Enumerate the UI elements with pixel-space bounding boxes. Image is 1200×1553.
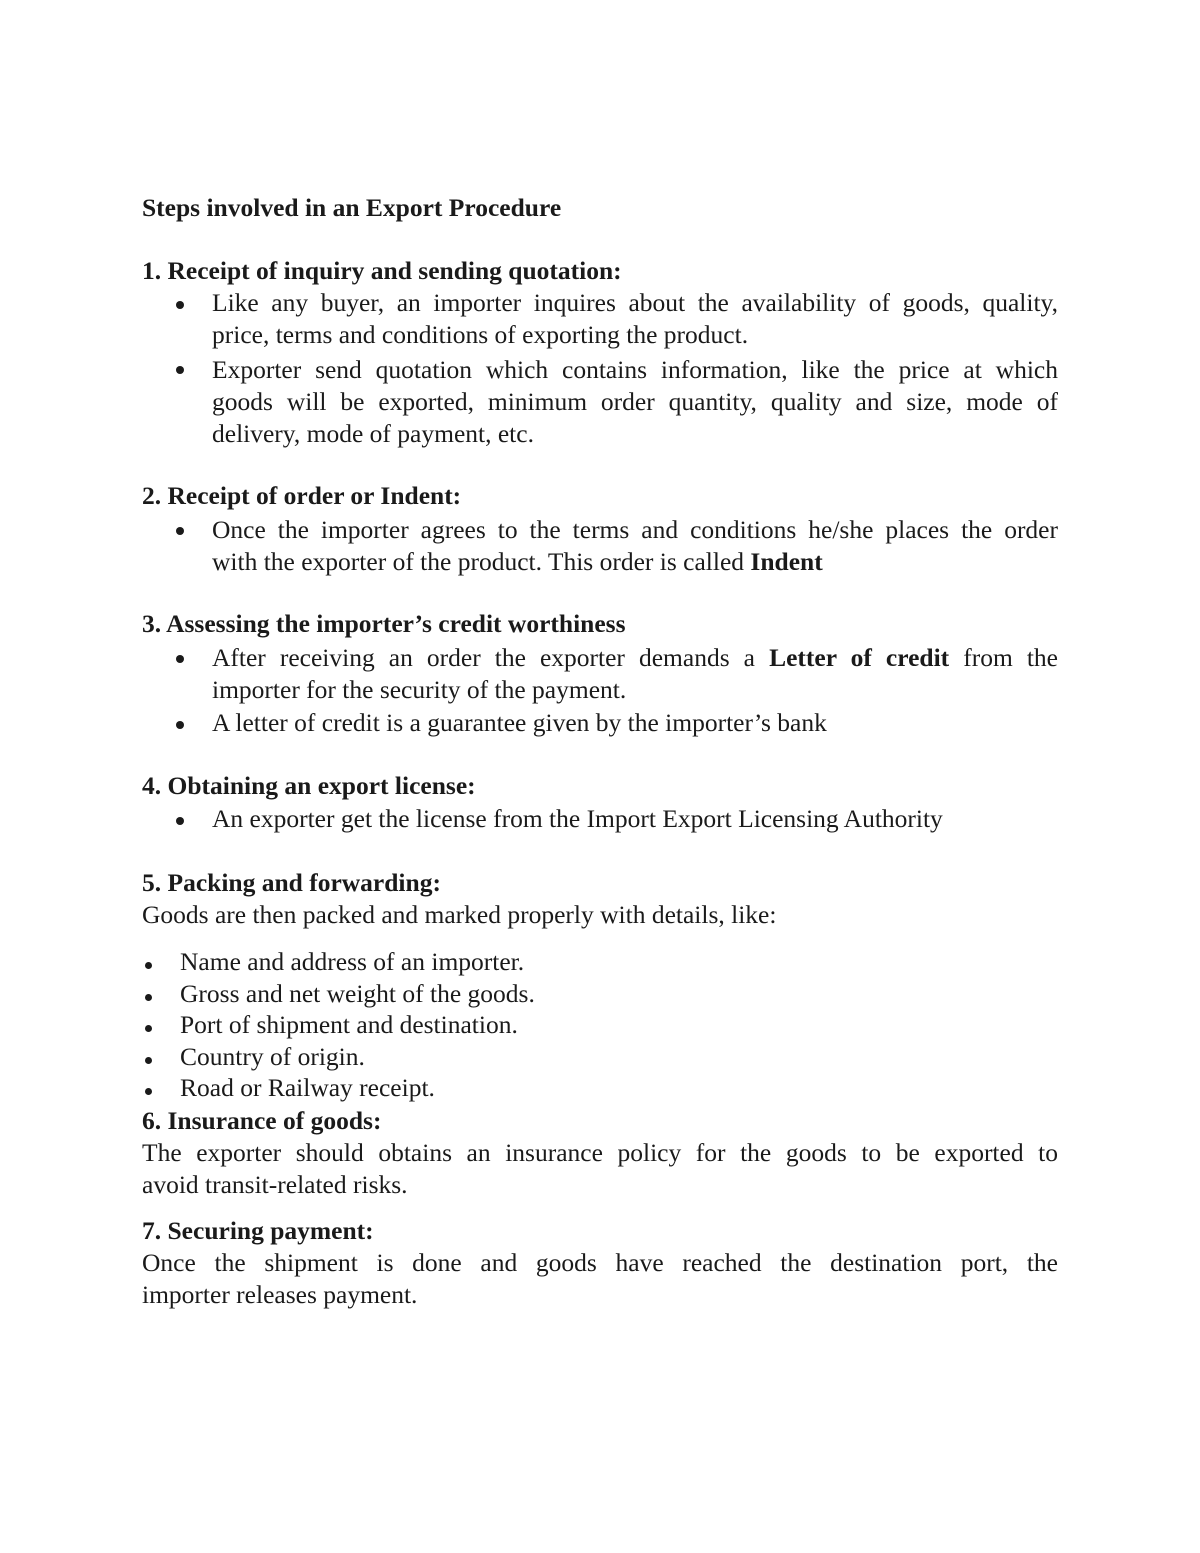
- bullet-text: Like any buyer, an importer inquires about the availability of goods, quality,: [212, 288, 1058, 317]
- bullet-text: from the: [949, 643, 1058, 672]
- letter-of-credit-term: Letter of credit: [769, 643, 950, 672]
- bullet-text: delivery, mode of payment, etc.: [212, 419, 534, 448]
- list-item: Road or Railway receipt.: [180, 1073, 435, 1102]
- document-title: Steps involved in an Export Procedure: [142, 193, 562, 222]
- bullet-dot: [176, 817, 184, 825]
- list-item: Country of origin.: [180, 1042, 365, 1071]
- section-2-heading: 2. Receipt of order or Indent:: [142, 481, 462, 510]
- bullet-dot: [145, 1088, 152, 1095]
- bullet-dot: [176, 301, 184, 309]
- bullet-text-line: [212, 642, 1058, 674]
- bullet-text: goods will be exported, minimum order quantity, quality and size, mode of: [212, 387, 1058, 416]
- bullet-dot: [145, 994, 152, 1001]
- bullet-dot: [176, 721, 184, 729]
- section-5-intro: Goods are then packed and marked properly with details, like:: [142, 900, 777, 929]
- bullet-dot: [176, 655, 184, 663]
- list-item: Port of shipment and destination.: [180, 1010, 518, 1039]
- paragraph-line: avoid transit-related risks.: [142, 1170, 408, 1199]
- indent-term: Indent: [750, 547, 823, 576]
- bullet-text: with the exporter of the product. This order is called: [212, 547, 751, 576]
- bullet-dot: [145, 962, 152, 969]
- bullet-text: After receiving an order the exporter demands a: [212, 643, 770, 672]
- bullet-text: A letter of credit is a guarantee given by the importer’s bank: [212, 708, 827, 737]
- paragraph-line: importer releases payment.: [142, 1280, 418, 1309]
- bullet-text: Exporter send quotation which contains information, like the price at which: [212, 355, 1058, 384]
- bullet-text-line: [212, 546, 823, 578]
- bullet-text: An exporter get the license from the Import Export Licensing Authority: [212, 804, 943, 833]
- list-item: Name and address of an importer.: [180, 947, 525, 976]
- section-6-heading: 6. Insurance of goods:: [142, 1106, 382, 1135]
- paragraph-line: The exporter should obtains an insurance policy for the goods to be exported to: [142, 1138, 1058, 1167]
- bullet-text: price, terms and conditions of exporting the product.: [212, 320, 749, 349]
- bullet-dot: [176, 366, 184, 374]
- section-3-heading: 3. Assessing the importer’s credit worthiness: [142, 609, 626, 638]
- paragraph-line: Once the shipment is done and goods have reached the destination port, the: [142, 1248, 1058, 1277]
- bullet-text: Once the importer agrees to the terms and conditions he/she places the order: [212, 515, 1058, 544]
- section-7-heading: 7. Securing payment:: [142, 1216, 374, 1245]
- section-1-heading: 1. Receipt of inquiry and sending quotation:: [142, 256, 622, 285]
- bullet-text: importer for the security of the payment.: [212, 675, 627, 704]
- list-item: Gross and net weight of the goods.: [180, 979, 535, 1008]
- bullet-dot: [145, 1025, 152, 1032]
- section-4-heading: 4. Obtaining an export license:: [142, 771, 476, 800]
- bullet-dot: [176, 527, 184, 535]
- bullet-dot: [145, 1057, 152, 1064]
- section-5-heading: 5. Packing and forwarding:: [142, 868, 441, 897]
